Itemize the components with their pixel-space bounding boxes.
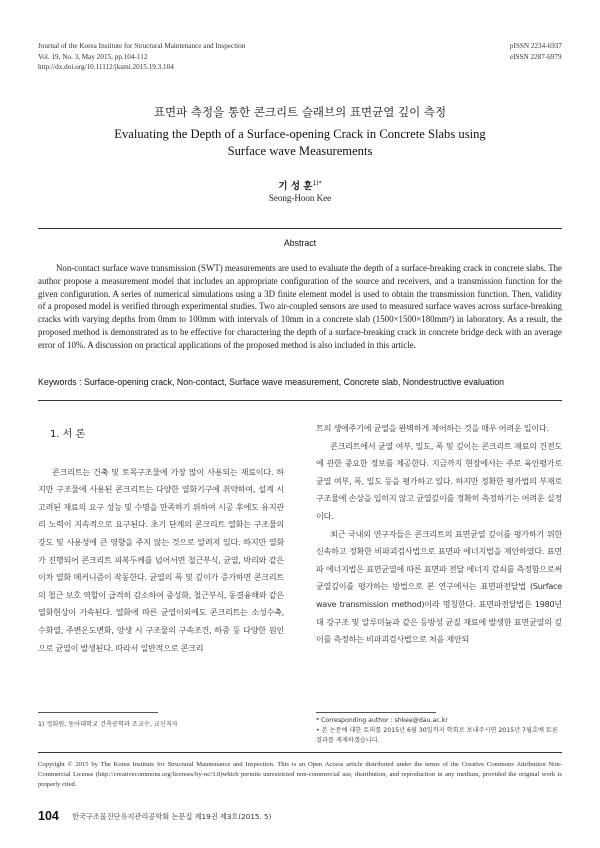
- corresponding-author: * Corresponding author : shkee@dau.ac.kr: [316, 717, 448, 724]
- body-left-column: [38, 420, 284, 657]
- body-right-column: [316, 420, 562, 649]
- footnote-rule-left: [38, 712, 158, 713]
- author-english: Seong-Hoon Kee: [268, 193, 332, 203]
- footnote-rule-right: [316, 712, 436, 713]
- abstract-top-rule: [38, 228, 562, 229]
- footnote-affiliation: 1) 정회원, 동아대학교 건축공학과 조교수, 교신저자: [38, 721, 178, 728]
- page-number: 104: [38, 809, 59, 823]
- body-paragraph: 최근 국내외 연구자들은 콘크리트의 표면균열 깊이를 평가하기 위한 신속하고 정확한 비파괴검사법으로 표면파 에너지법을 제안하였다. 표면파 에너지법은 표면균열에 따른 표면파 전달 에너지 감쇠를 측정함으로써 균열깊이를 평가하는 방법으로 본 연구에서는 표면파전달법 (Surface wave transmission method)이라 명칭한다. 표면파전달법은 1980년대 강구조 및 알루미늄과 같은 등방성 균질 재료에 발생한 표면균열의 깊이를 측정하는 비파괴검사법으로 처음 제안되: [316, 528, 562, 645]
- footer-journal: 한국구조물진단유지관리공학회 논문집 제19권 제3호(2015. 5): [72, 812, 272, 821]
- body-paragraph: 콘크리트에서 균열 여부, 밀도, 폭 및 깊이는 콘크리트 재료의 건전도에 관한 중요한 정보를 제공한다. 지금까지 현장에서는 주로 육안평가로 균열 여부, 폭, 밀도 등을 평가하고 있다. 하지만 정확한 평가법의 부재로 구조물에 손상을 입히지 않고 균열깊이를 정확히 측정하기는 어려운 실정이다.: [316, 440, 562, 521]
- abstract-heading: Abstract: [283, 238, 317, 248]
- keywords: Keywords : Surface-opening crack, Non-contact, Surface wave measurement, Concrete slab, Nondestructive evaluation: [38, 377, 504, 387]
- copyright-notice: Copyright © 2015 by The Korea Institute for Structural Maintenance and Inspection. This is an Open Access article distributed under the terms of the Creative Commons Attribution Non-Commercial License (http://creativecommons.org/licenses/by-nc/3.0)which permits unrestricted non-commercial use, distribution, and reproduction in any medium, provided the original work is properly cited.: [38, 761, 562, 788]
- title-english-line2: Surface wave Measurements: [227, 144, 373, 158]
- eissn: eISSN 2287-6979: [509, 52, 562, 61]
- journal-volume: Vol. 19, No. 3, May 2015, pp.104-112: [38, 52, 148, 61]
- discussion-note: • 본 논문에 대한 토의를 2015년 6월 30일까지 학회로 보내주시면 2015년 7월호에 토론결과를 게재하겠습니다.: [316, 727, 558, 744]
- section-title: 1. 서 론: [50, 429, 86, 440]
- author-marker: 1)*: [312, 179, 322, 187]
- abstract-bottom-rule: [38, 400, 562, 401]
- body-paragraph: 콘크리트는 건축 및 토목구조물에 가장 많이 사용되는 재료이다. 하지만 구조물에 사용된 콘크리트는 다양한 열화기구에 취약하여, 설계 시 고려된 재료의 요구 성능 및 수명을 만족하기 위하여 시공 후에도 유지관리 노력이 지속적으로 요구된다. 초기 단계의 콘크리트 열화는 구조물의 강도 및 사용성에 큰 영향을 주지 않는 것으로 알려져 있다. 하지만 열화가 진행되어 콘크리트 피복두께를 넘어서면 철근부식, 균열, 박리와 같은 이차 열화 메커니즘이 작동한다. 균열의 폭 및 깊이가 증가하면 콘크리트의 철근 보호 역할이 급격히 감소하여 중성화, 철근부식, 동결융해와 같은 열화현상이 가속된다. 열화에 따른 균열이외에도 콘크리트는 소성수축, 수화열, 주변온도변화, 양생 시 구조물의 구속조건, 하중 등 다양한 원인으로 균열이 발생된다. 따라서 일반적으로 콘크리: [38, 466, 284, 653]
- author-korean: [0, 178, 600, 192]
- doi-link[interactable]: http://dx.doi.org/10.11112/jksmi.2015.19.3.104: [38, 63, 174, 71]
- title-korean: 표면파 측정을 통한 콘크리트 슬래브의 표면균열 깊이 측정: [153, 105, 447, 119]
- author-korean-name: 기 성 훈: [278, 181, 313, 192]
- abstract-body: Non-contact surface wave transmission (SWT) measurements are used to evaluate the depth of a surface-breaking crack in concrete slabs. The author propose a measurement model that includes an appropriate configuration of the source and receivers, and a transmission function for the given configuration. A series of numerical simulations using a 3D finite element model is used to obtain the transmission function. Then, validity of a proposed model is verified through experimental studies. Two air-coupled sensors are used to measured surface waves across surface-breaking cracks with varying depths from 0mm to 100mm with intervals of 10mm in a concrete slab (1500×1500×180mm³) in laboratory. As a result, the proposed method is demonstrated as to be effective for charactering the depth of a surface-breaking crack in concrete bridge deck with an average error of 10%. A discussion on practical applications of the proposed method is also included in this article.: [38, 263, 562, 350]
- issn-block: [510, 41, 562, 62]
- body-paragraph: 트의 생애주기에 균열을 완벽하게 제어하는 것을 매우 어려운 일이다.: [316, 423, 549, 433]
- title-english-line1: Evaluating the Depth of a Surface-opening Crack in Concrete Slabs using: [114, 127, 486, 141]
- pissn: pISSN 2234-6937: [509, 42, 562, 50]
- journal-name: Journal of the Korea Institute for Structural Maintenance and Inspection: [38, 42, 246, 50]
- footnote-corresponding: [316, 716, 562, 746]
- title-english: [60, 126, 540, 160]
- journal-header: [38, 41, 245, 73]
- copyright-rule: [38, 752, 562, 753]
